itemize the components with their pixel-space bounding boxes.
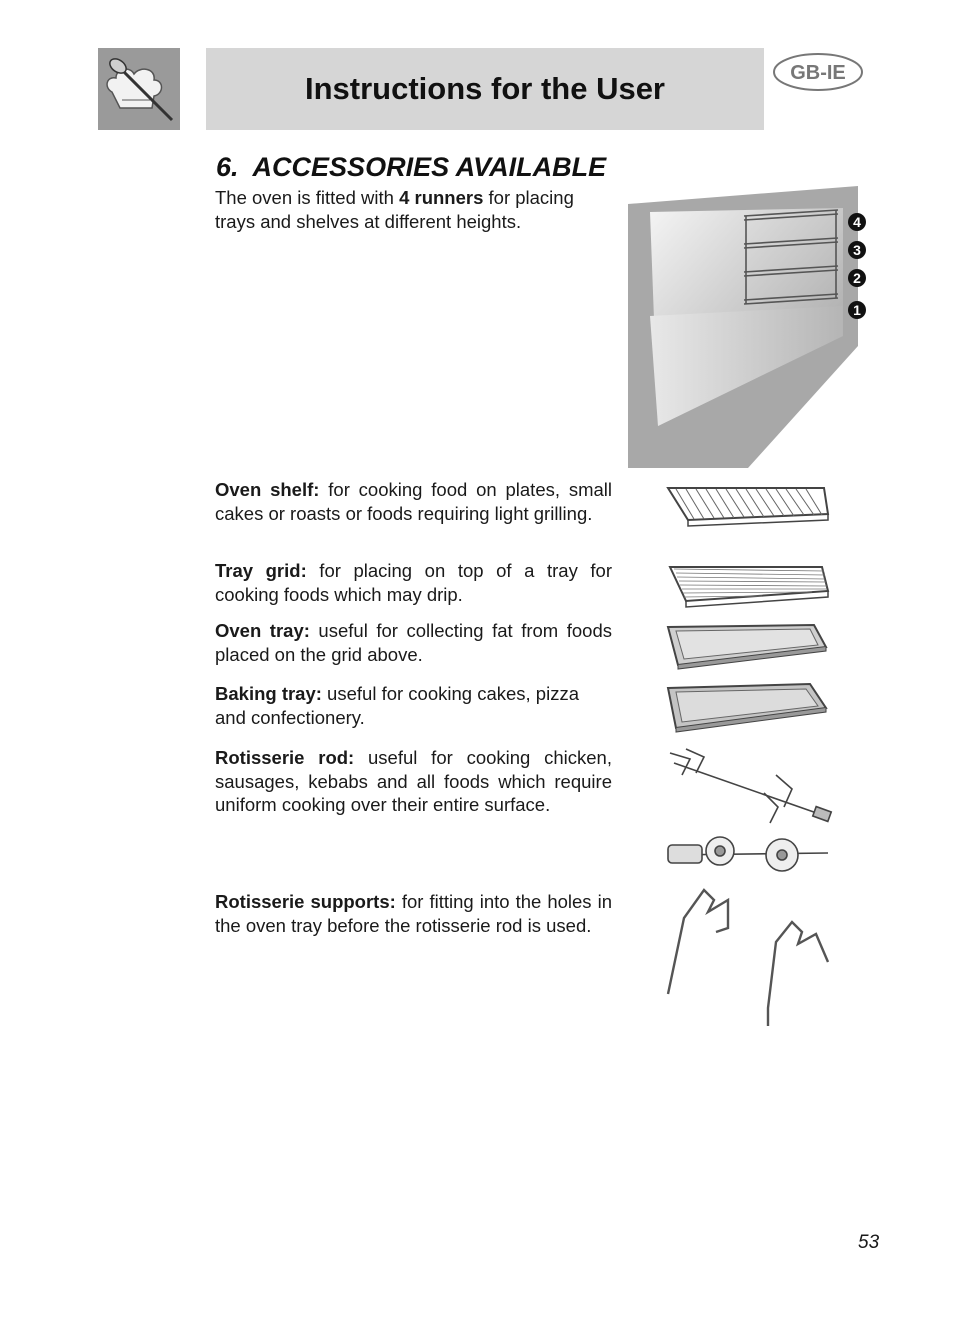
oven-shelf-illustration: [662, 484, 832, 530]
runner-level-4: 4: [853, 214, 861, 230]
accessory-name: Oven tray:: [215, 620, 310, 641]
rotisserie-supports-illustration: [664, 888, 834, 1030]
tray-grid-illustration: [662, 561, 832, 609]
accessory-description: useful for collecting fat from foods placed on the grid above.: [215, 620, 612, 665]
runner-level-1: 1: [853, 302, 861, 318]
oven-interior-illustration: [628, 186, 860, 468]
intro-text: The oven is fitted with: [215, 187, 400, 208]
section-title: [216, 152, 606, 183]
accessory-description: useful for cooking chicken, sausages, kebabs and all foods which require uniform cooking over their entire surface.: [215, 747, 612, 815]
oven-tray-illustration: [664, 621, 830, 671]
baking-tray-illustration: [664, 682, 830, 734]
accessory-baking-tray: [215, 682, 612, 729]
accessory-tray-grid: [215, 559, 612, 606]
accessory-description: useful for cooking cakes, pizza and confectionery.: [215, 683, 579, 728]
intro-paragraph: [215, 186, 612, 233]
accessory-description: for fitting into the holes in the oven tray before the rotisserie rod is used.: [215, 891, 612, 936]
accessory-rotisserie-supports: [215, 890, 612, 937]
intro-text-end: for placing trays and shelves at different heights.: [215, 187, 574, 232]
section-number: 6.: [216, 152, 239, 182]
header-bar: [206, 48, 764, 130]
intro-bold: 4 runners: [399, 187, 484, 208]
page-header-title: Instructions for the User: [305, 71, 665, 106]
accessory-name: Rotisserie supports:: [215, 891, 396, 912]
rotisserie-rod-illustration: [664, 745, 834, 885]
accessory-oven-shelf: [215, 478, 612, 525]
accessory-name: Oven shelf:: [215, 479, 320, 500]
runner-level-3: 3: [853, 242, 861, 258]
accessory-name: Baking tray:: [215, 683, 322, 704]
accessory-rotisserie-rod: [215, 746, 612, 817]
chef-hat-spoon-icon: [98, 48, 180, 130]
runner-level-2: 2: [853, 270, 861, 286]
accessory-description: for cooking food on plates, small cakes or roasts or foods requiring light grilling.: [215, 479, 612, 524]
page-number: 53: [858, 1232, 880, 1253]
accessory-description: for placing on top of a tray for cooking foods which may drip.: [215, 560, 612, 605]
section-title-text: ACCESSORIES AVAILABLE: [252, 152, 607, 182]
accessory-name: Rotisserie rod:: [215, 747, 355, 768]
accessory-name: Tray grid:: [215, 560, 307, 581]
region-badge: [772, 52, 864, 92]
region-code: GB-IE: [790, 62, 846, 84]
accessory-oven-tray: [215, 619, 612, 666]
